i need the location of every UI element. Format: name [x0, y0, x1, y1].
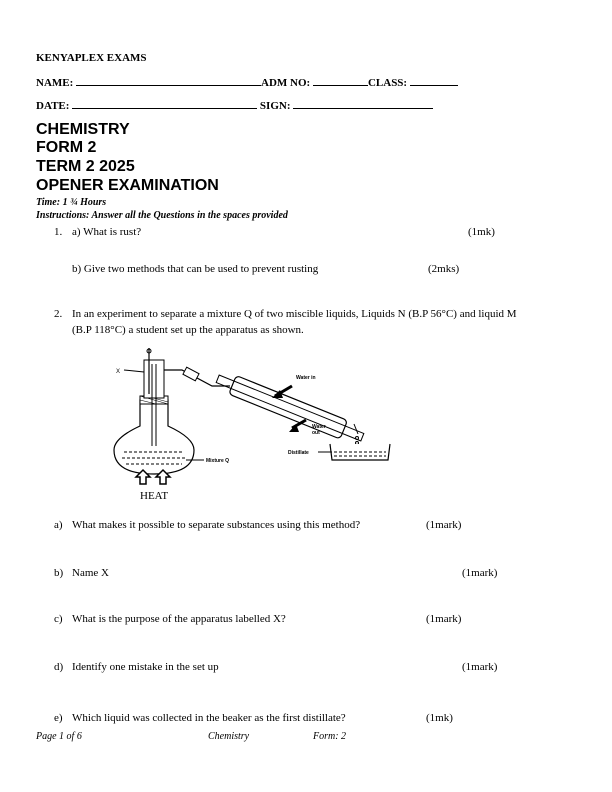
sign-field[interactable] — [293, 99, 433, 109]
q2-stem-line1: In an experiment to separate a mixture Q of two miscible liquids, Liquids N (B.P 56°C) and liquid M — [72, 308, 517, 320]
q2a-text: What makes it possible to separate substances using this method? — [72, 519, 361, 531]
title-term: TERM 2 2025 — [36, 158, 135, 175]
sign-label: SIGN: — [259, 100, 291, 112]
q2e-marks: (1mk) — [426, 712, 453, 724]
water-in-label: Water in — [296, 375, 316, 381]
water-out-label: Water out — [312, 424, 326, 436]
q2b-letter: b) — [54, 567, 64, 579]
fractionating-column — [144, 360, 164, 398]
q1a-marks: (1mk) — [468, 226, 495, 238]
title-form: FORM 2 — [36, 139, 97, 156]
distillation-apparatus-diagram — [100, 346, 400, 486]
q2a-letter: a) — [54, 519, 63, 531]
q2-stem-line2: (B.P 118°C) a student set up the apparatus as shown. — [72, 324, 304, 336]
date-row — [36, 99, 433, 112]
q1b-marks: (2mks) — [428, 263, 460, 275]
footer-page: Page 1 of 6 — [36, 731, 82, 742]
name-label: NAME: — [36, 77, 74, 89]
instructions: Instructions: Answer all the Questions in the spaces provided — [36, 210, 288, 221]
mixture-q-label: Mixture Q — [206, 458, 230, 464]
q2d-text: Identify one mistake in the set up — [72, 661, 219, 673]
class-field[interactable] — [410, 76, 458, 86]
q2d-letter: d) — [54, 661, 64, 673]
q2b-marks: (1mark) — [462, 567, 498, 579]
q2a-marks: (1mark) — [426, 519, 462, 531]
liebig-condenser — [214, 370, 366, 447]
adm-label: ADM NO: — [261, 77, 311, 89]
footer-subject: Chemistry — [208, 731, 250, 742]
title-subject: CHEMISTRY — [36, 121, 130, 138]
round-bottom-flask — [114, 400, 194, 474]
label-x-pointer — [124, 370, 144, 372]
label-x: X — [116, 369, 121, 375]
drip-1 — [356, 437, 359, 440]
footer-form: Form: 2 — [313, 731, 347, 742]
title-exam: OPENER EXAMINATION — [36, 177, 219, 194]
exam-body: KENYAPLEX EXAMS — [36, 52, 147, 64]
date-label: DATE: — [36, 100, 70, 112]
name-field[interactable] — [76, 76, 261, 86]
class-label: CLASS: — [367, 77, 408, 89]
q1-number: 1. — [54, 226, 63, 238]
heat-label: HEAT — [140, 490, 169, 502]
q1b-text: b) Give two methods that can be used to prevent rusting — [72, 263, 319, 275]
time-allowed: Time: 1 ¾ Hours — [36, 197, 107, 208]
beaker — [330, 444, 390, 460]
q1a-text: a) What is rust? — [72, 226, 142, 238]
q2c-letter: c) — [54, 613, 63, 625]
adm-field[interactable] — [313, 76, 368, 86]
distillate-label: Distillate — [288, 450, 309, 456]
q2e-text: Which liquid was collected in the beaker as the first distillate? — [72, 712, 346, 724]
q2e-letter: e) — [54, 712, 63, 724]
q2b-text: Name X — [72, 567, 109, 579]
date-field[interactable] — [72, 99, 257, 109]
q2c-text: What is the purpose of the apparatus labelled X? — [72, 613, 286, 625]
q2c-marks: (1mark) — [426, 613, 462, 625]
q2-number: 2. — [54, 308, 63, 320]
name-row — [36, 76, 458, 89]
q2d-marks: (1mark) — [462, 661, 498, 673]
